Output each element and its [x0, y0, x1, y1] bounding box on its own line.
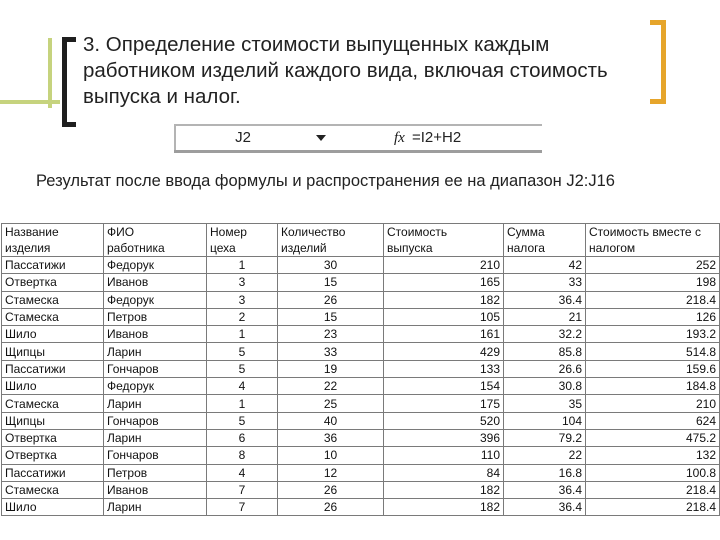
table-cell[interactable]: Стамеска: [2, 291, 104, 308]
table-cell[interactable]: Петров: [104, 308, 207, 325]
table-cell[interactable]: 198: [586, 274, 720, 291]
header-cell-line: изделий: [281, 241, 327, 255]
table-cell[interactable]: Иванов: [104, 481, 207, 498]
table-cell[interactable]: Отвертка: [2, 429, 104, 446]
table-cell[interactable]: 159.6: [586, 360, 720, 377]
table-row: [2, 412, 720, 429]
table-cell[interactable]: 218.4: [586, 499, 720, 516]
table-cell[interactable]: 42: [504, 257, 586, 274]
table-cell[interactable]: 35: [504, 395, 586, 412]
table-cell[interactable]: 2: [207, 308, 278, 325]
table-cell[interactable]: 12: [278, 464, 384, 481]
table-cell[interactable]: 40: [278, 412, 384, 429]
table-cell[interactable]: Иванов: [104, 274, 207, 291]
table-cell[interactable]: Гончаров: [104, 412, 207, 429]
table-cell[interactable]: 25: [278, 395, 384, 412]
table-cell[interactable]: 252: [586, 257, 720, 274]
table-cell[interactable]: 154: [384, 378, 504, 395]
table-cell[interactable]: 33: [504, 274, 586, 291]
header-cell[interactable]: [504, 224, 586, 257]
table-row: [2, 395, 720, 412]
header-cell-line: изделия: [5, 241, 51, 255]
table-cell[interactable]: 4: [207, 464, 278, 481]
table-cell[interactable]: 624: [586, 412, 720, 429]
table-row: [2, 499, 720, 516]
table-cell[interactable]: 36.4: [504, 481, 586, 498]
table-cell[interactable]: Щипцы: [2, 412, 104, 429]
table-cell[interactable]: 30: [278, 257, 384, 274]
chevron-down-icon[interactable]: [316, 135, 326, 141]
header-cell-line: выпуска: [387, 241, 433, 255]
table-cell[interactable]: 36: [278, 429, 384, 446]
table-cell[interactable]: Федорук: [104, 378, 207, 395]
table-cell[interactable]: Иванов: [104, 326, 207, 343]
table-cell[interactable]: 36.4: [504, 291, 586, 308]
table-cell[interactable]: Отвертка: [2, 447, 104, 464]
table-cell[interactable]: 182: [384, 481, 504, 498]
table-cell[interactable]: Пассатижи: [2, 464, 104, 481]
table-cell[interactable]: 514.8: [586, 343, 720, 360]
table-cell[interactable]: 210: [586, 395, 720, 412]
table-cell[interactable]: 21: [504, 308, 586, 325]
table-row: [2, 360, 720, 377]
table-cell[interactable]: 100.8: [586, 464, 720, 481]
table-cell[interactable]: 4: [207, 378, 278, 395]
table-cell[interactable]: 15: [278, 274, 384, 291]
table-row: [2, 274, 720, 291]
table-cell[interactable]: Отвертка: [2, 274, 104, 291]
table-cell[interactable]: Гончаров: [104, 447, 207, 464]
table-cell[interactable]: 218.4: [586, 481, 720, 498]
left-bracket: [62, 37, 76, 127]
table-cell[interactable]: 210: [384, 257, 504, 274]
table-cell[interactable]: Ларин: [104, 395, 207, 412]
table-cell[interactable]: Шило: [2, 326, 104, 343]
formula-input[interactable]: =I2+H2: [412, 129, 462, 146]
table-cell[interactable]: 165: [384, 274, 504, 291]
table-cell[interactable]: Ларин: [104, 429, 207, 446]
table-row: [2, 326, 720, 343]
header-cell[interactable]: [586, 224, 720, 257]
table-cell[interactable]: 79.2: [504, 429, 586, 446]
table-cell[interactable]: 26: [278, 291, 384, 308]
table-cell[interactable]: Шило: [2, 499, 104, 516]
header-cell[interactable]: [278, 224, 384, 257]
table-cell[interactable]: 182: [384, 499, 504, 516]
table-cell[interactable]: 23: [278, 326, 384, 343]
name-box[interactable]: J2: [235, 129, 251, 146]
header-cell-line: цеха: [210, 241, 236, 255]
table-cell[interactable]: 105: [384, 308, 504, 325]
table-cell[interactable]: 218.4: [586, 291, 720, 308]
slide-title: 3. Определение стоимости выпущенных каждым работником изделий каждого вида, включая стоимость выпуска и налог.: [83, 33, 608, 108]
header-cell[interactable]: [2, 224, 104, 257]
table-row: [2, 291, 720, 308]
table-cell[interactable]: 5: [207, 360, 278, 377]
table-row: [2, 447, 720, 464]
table-cell[interactable]: 22: [278, 378, 384, 395]
table-cell[interactable]: Стамеска: [2, 395, 104, 412]
table-cell[interactable]: 1: [207, 257, 278, 274]
table-cell[interactable]: Щипцы: [2, 343, 104, 360]
table-cell[interactable]: 7: [207, 499, 278, 516]
table-cell[interactable]: 26: [278, 481, 384, 498]
table-cell[interactable]: 19: [278, 360, 384, 377]
table-cell[interactable]: 520: [384, 412, 504, 429]
table-cell[interactable]: 396: [384, 429, 504, 446]
table-cell[interactable]: Петров: [104, 464, 207, 481]
header-cell-line: Стоимость вместе с: [589, 225, 701, 239]
table-row: [2, 481, 720, 498]
slide-subtitle: Результат после ввода формулы и распространения ее на диапазон J2:J16: [36, 172, 615, 190]
header-cell-line: Номер: [210, 225, 247, 239]
table-row: [2, 464, 720, 481]
table-row: [2, 429, 720, 446]
table-cell[interactable]: 1: [207, 326, 278, 343]
table-cell[interactable]: 22: [504, 447, 586, 464]
header-cell-line: ФИО: [107, 225, 135, 239]
table-cell[interactable]: 3: [207, 274, 278, 291]
header-cell-line: Количество: [281, 225, 346, 239]
fx-icon[interactable]: fx: [394, 130, 405, 146]
table-cell[interactable]: 161: [384, 326, 504, 343]
table-cell[interactable]: 475.2: [586, 429, 720, 446]
table-cell[interactable]: 26.6: [504, 360, 586, 377]
left-bracket-accent-horizontal: [0, 100, 60, 104]
formula-bar-divider: [174, 150, 542, 153]
table-row: [2, 343, 720, 360]
table-cell[interactable]: 104: [504, 412, 586, 429]
header-cell-line: Название: [5, 225, 59, 239]
table-cell[interactable]: 33: [278, 343, 384, 360]
table-cell[interactable]: 429: [384, 343, 504, 360]
table-cell[interactable]: Федорук: [104, 257, 207, 274]
table-cell[interactable]: 5: [207, 412, 278, 429]
table-cell[interactable]: 15: [278, 308, 384, 325]
spreadsheet-table: [1, 223, 720, 516]
header-cell-line: налога: [507, 241, 545, 255]
header-cell-line: работника: [107, 241, 165, 255]
table-cell[interactable]: Стамеска: [2, 481, 104, 498]
table-cell[interactable]: 26: [278, 499, 384, 516]
table-cell[interactable]: 132: [586, 447, 720, 464]
table-cell[interactable]: 84: [384, 464, 504, 481]
table-cell[interactable]: 110: [384, 447, 504, 464]
table-row: [2, 308, 720, 325]
left-bracket-accent-vertical: [48, 38, 52, 108]
table-row: [2, 257, 720, 274]
table-cell[interactable]: Стамеска: [2, 308, 104, 325]
header-cell[interactable]: [207, 224, 278, 257]
table-cell[interactable]: 32.2: [504, 326, 586, 343]
table-cell[interactable]: 184.8: [586, 378, 720, 395]
table-cell[interactable]: Гончаров: [104, 360, 207, 377]
table-cell[interactable]: 7: [207, 481, 278, 498]
table-cell[interactable]: 1: [207, 395, 278, 412]
table-cell[interactable]: Ларин: [104, 343, 207, 360]
table-row: [2, 378, 720, 395]
table-cell[interactable]: 85.8: [504, 343, 586, 360]
table-cell[interactable]: 126: [586, 308, 720, 325]
table-cell[interactable]: 10: [278, 447, 384, 464]
table-cell[interactable]: 30.8: [504, 378, 586, 395]
header-cell[interactable]: [104, 224, 207, 257]
formula-bar: [174, 124, 542, 152]
table-cell[interactable]: 8: [207, 447, 278, 464]
header-cell-line: налогом: [589, 241, 636, 255]
table-cell[interactable]: 3: [207, 291, 278, 308]
table-cell[interactable]: Ларин: [104, 499, 207, 516]
table-cell[interactable]: Пассатижи: [2, 360, 104, 377]
header-cell-line: Сумма: [507, 225, 545, 239]
table-cell[interactable]: 6: [207, 429, 278, 446]
table-cell[interactable]: 175: [384, 395, 504, 412]
table-header-row: [2, 224, 720, 257]
table-cell[interactable]: Пассатижи: [2, 257, 104, 274]
header-cell[interactable]: [384, 224, 504, 257]
table-cell[interactable]: 36.4: [504, 499, 586, 516]
table-cell[interactable]: Федорук: [104, 291, 207, 308]
table-cell[interactable]: 16.8: [504, 464, 586, 481]
table-cell[interactable]: 133: [384, 360, 504, 377]
table-cell[interactable]: 193.2: [586, 326, 720, 343]
header-cell-line: Стоимость: [387, 225, 448, 239]
table-cell[interactable]: 182: [384, 291, 504, 308]
table-cell[interactable]: 5: [207, 343, 278, 360]
table-cell[interactable]: Шило: [2, 378, 104, 395]
